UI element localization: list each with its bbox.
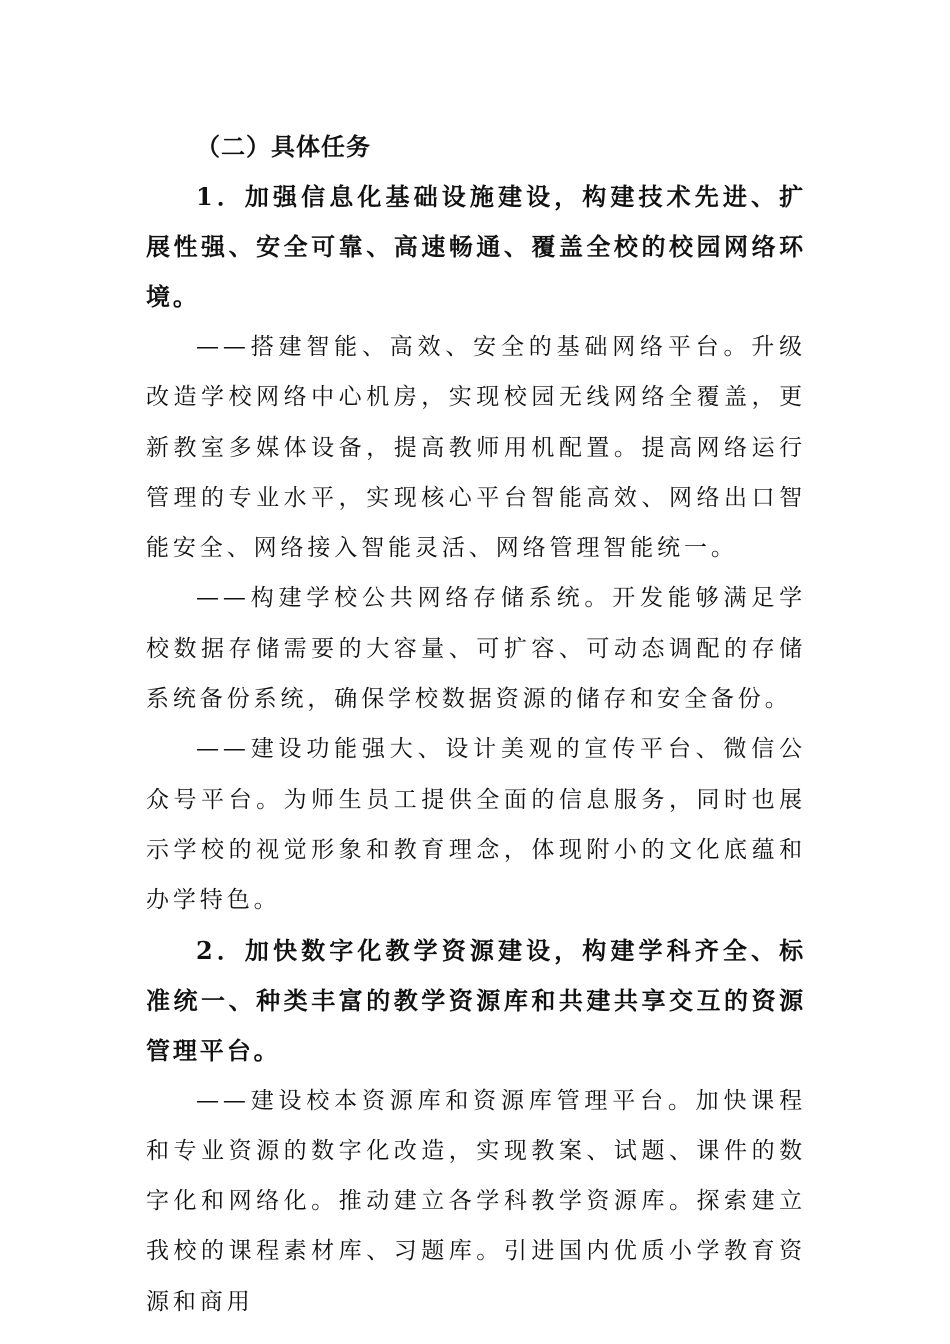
task-1-item-3: ——建设功能强大、设计美观的宣传平台、微信公众号平台。为师生员工提供全面的信息服务，同时也展示学校的视觉形象和教育理念，体现附小的文化底蕴和办学特色。 [146, 736, 806, 914]
task-2-title: 2．加快数字化教学资源建设，构建学科齐全、标准统一、种类丰富的教学资源库和共建共享交互的资源管理平台。 [146, 935, 806, 1065]
document-body [146, 122, 806, 1327]
task-1-item-1: ——搭建智能、高效、安全的基础网络平台。升级改造学校网络中心机房，实现校园无线网络全覆盖，更新教室多媒体设备，提高教师用机配置。提高网络运行管理的专业水平，实现核心平台智能高效、网络出口智能安全、网络接入智能灵活、网络管理智能统一。 [146, 334, 806, 562]
task-1-title: 1．加强信息化基础设施建设，构建技术先进、扩展性强、安全可靠、高速畅通、覆盖全校的校园网络环境。 [146, 182, 806, 311]
task-1-item-2: ——构建学校公共网络存储系统。开发能够满足学校数据存储需要的大容量、可扩容、可动态调配的存储系统备份系统，确保学校数据资源的储存和安全备份。 [146, 585, 806, 713]
task-2-item-1: ——建设校本资源库和资源库管理平台。加快课程和专业资源的数字化改造，实现教案、试题、课件的数字化和网络化。推动建立各学科教学资源库。探索建立我校的课程素材库、习题库。引进国内优质小学教育资源和商用 [146, 1087, 806, 1315]
section-heading: （二）具体任务 [196, 132, 371, 161]
